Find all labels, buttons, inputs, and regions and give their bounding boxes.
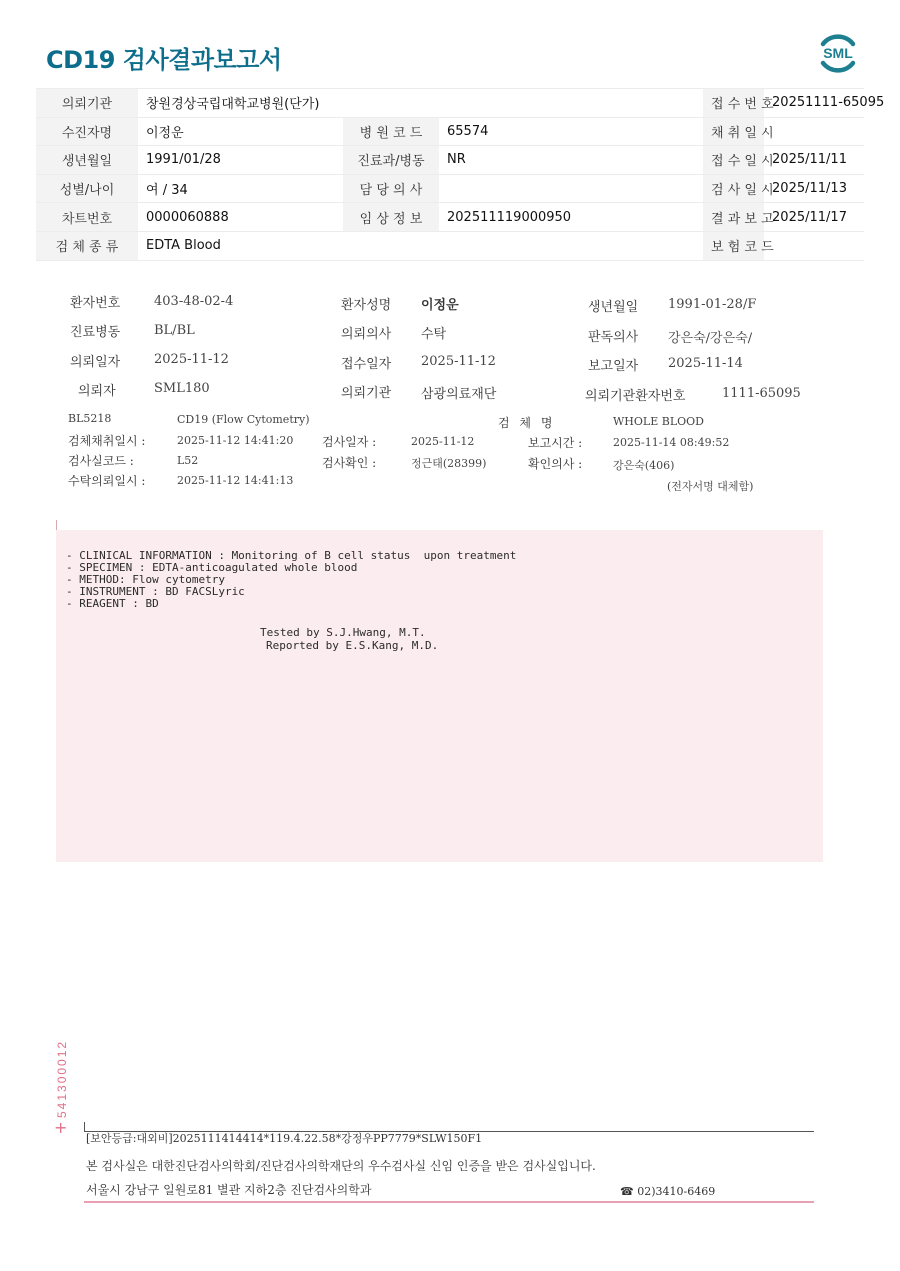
value-cell: 여 / 34 (138, 174, 343, 203)
label-cell: 검 사 일 시 (703, 174, 764, 203)
receive-date: 2025-11-12 (421, 354, 496, 369)
confirm-label: 확인의사 : (528, 457, 583, 471)
inst-patient-id-label: 의뢰기관환자번호 (585, 389, 686, 404)
label-cell: 임 상 정 보 (343, 203, 439, 232)
value-cell (764, 117, 864, 146)
verify-label: 검사확인 : (322, 456, 377, 470)
table-row (36, 203, 864, 232)
method-line: - METHOD: Flow cytometry (66, 573, 225, 586)
label-cell: 성별/나이 (36, 174, 138, 203)
table-row (36, 89, 864, 118)
value-cell (439, 174, 703, 203)
label-cell: 진료과/병동 (343, 146, 439, 175)
esign-note: (전자서명 대체함) (667, 480, 754, 493)
value-cell: 1991/01/28 (138, 146, 343, 175)
doctor: 수탁 (421, 327, 447, 342)
value-cell: EDTA Blood (138, 231, 703, 260)
institution-label: 의뢰기관 (341, 386, 392, 401)
value-cell: 202511119000950 (439, 203, 703, 232)
receive-date-label: 접수일자 (341, 357, 392, 372)
report-date: 2025-11-14 (668, 356, 743, 371)
phone: ☎ 02)3410-6469 (620, 1185, 716, 1198)
request-time: 2025-11-12 14:41:13 (177, 474, 294, 487)
value-cell: NR (439, 146, 703, 175)
value-cell (764, 231, 864, 260)
label-cell: 보 험 코 드 (703, 231, 764, 260)
value-cell: 2025/11/13 (764, 174, 864, 203)
ward: BL/BL (154, 323, 195, 338)
label-cell: 접 수 일 시 (703, 146, 764, 175)
certification-line: 본 검사실은 대한진단검사의학회/진단검사의학재단의 우수검사실 신임 인증을 받은 검사실입니다. (86, 1159, 596, 1173)
reader-label: 판독의사 (588, 330, 639, 345)
divider (56, 520, 57, 530)
test-date-label: 검사일자 : (322, 435, 377, 449)
lab-code-label: 검사실코드 : (68, 454, 134, 468)
empty-cell (603, 89, 703, 118)
value-cell: 20251111-65095 (764, 89, 864, 118)
collect-label: 검체채취일시 : (68, 434, 146, 448)
table-row (36, 231, 864, 260)
value-cell: 2025/11/17 (764, 203, 864, 232)
table-row (36, 174, 864, 203)
verify: 정근태(28399) (411, 457, 487, 470)
label-cell: 담 당 의 사 (343, 174, 439, 203)
test-code: BL5218 (68, 412, 112, 425)
clinical-info-line: - CLINICAL INFORMATION : Monitoring of B cell status upon treatment (66, 549, 517, 562)
address: 서울시 강남구 일원로81 별관 지하2층 진단검사의학과 (86, 1183, 372, 1197)
label-cell: 접 수 번 호 (703, 89, 764, 118)
specimen-label: 검 체 명 (498, 416, 556, 430)
dob-label: 생년월일 (588, 300, 639, 315)
value-cell: 이정운 (138, 117, 343, 146)
request-date-label: 의뢰일자 (70, 355, 121, 370)
report-time: 2025-11-14 08:49:52 (613, 436, 730, 449)
request-time-label: 수탁의뢰일시 : (68, 474, 146, 488)
label-cell: 결 과 보 고 (703, 203, 764, 232)
svg-text:SML: SML (823, 45, 853, 61)
label-cell: 병 원 코 드 (343, 117, 439, 146)
reported-by: Reported by E.S.Kang, M.D. (266, 639, 439, 652)
inst-patient-id: 1111-65095 (722, 386, 801, 401)
sml-logo (814, 30, 862, 76)
label-cell: 채 취 일 시 (703, 117, 764, 146)
table-row (36, 117, 864, 146)
reader: 강은숙/강은숙/ (668, 331, 753, 346)
requester-label: 의뢰자 (78, 384, 116, 399)
label-cell: 차트번호 (36, 203, 138, 232)
ward-label: 진료병동 (70, 325, 121, 340)
value-cell: 65574 (439, 117, 703, 146)
divider (84, 1201, 814, 1203)
doctor-label: 의뢰의사 (341, 327, 392, 342)
patient-id: 403-48-02-4 (154, 294, 234, 309)
requester: SML180 (154, 381, 210, 396)
patient-name: 이정운 (421, 298, 459, 313)
confirm: 강은숙(406) (613, 459, 675, 472)
dob: 1991-01-28/F (668, 297, 757, 312)
instrument-line: - INSTRUMENT : BD FACSLyric (66, 585, 245, 598)
label-cell: 의뢰기관 (36, 89, 138, 118)
institution: 삼광의료재단 (421, 387, 497, 402)
label-cell: 생년월일 (36, 146, 138, 175)
reagent-line: - REAGENT : BD (66, 597, 159, 610)
svg-text:541300012: 541300012 (55, 1039, 69, 1118)
report-time-label: 보고시간 : (528, 436, 583, 450)
plus-icon: + (54, 1118, 68, 1137)
page-title: CD19 검사결과보고서 (46, 46, 282, 74)
collect-time: 2025-11-12 14:41:20 (177, 434, 294, 447)
specimen-line: - SPECIMEN : EDTA-anticoagulated whole blood (66, 561, 358, 574)
info-table (36, 88, 885, 261)
label-cell: 검 체 종 류 (36, 231, 138, 260)
report-date-label: 보고일자 (588, 359, 639, 374)
test-name: CD19 (Flow Cytometry) (177, 413, 310, 426)
security-line: [보안등급:대외비]2025111414414*119.4.22.58*강정우PP7779*SLW150F1 (86, 1132, 483, 1145)
value-cell: 2025/11/11 (764, 146, 864, 175)
request-date: 2025-11-12 (154, 352, 229, 367)
tested-by: Tested by S.J.Hwang, M.T. (260, 626, 426, 639)
patient-name-label: 환자성명 (341, 298, 392, 313)
test-date: 2025-11-12 (411, 435, 475, 448)
lab-code: L52 (177, 454, 199, 467)
value-cell: 창원경상국립대학교병원(단가) (138, 89, 603, 118)
value-cell: 0000060888 (138, 203, 343, 232)
side-number (52, 1008, 72, 1118)
specimen: WHOLE BLOOD (613, 415, 704, 428)
label-cell: 수진자명 (36, 117, 138, 146)
table-row (36, 146, 864, 175)
patient-id-label: 환자번호 (70, 296, 121, 311)
